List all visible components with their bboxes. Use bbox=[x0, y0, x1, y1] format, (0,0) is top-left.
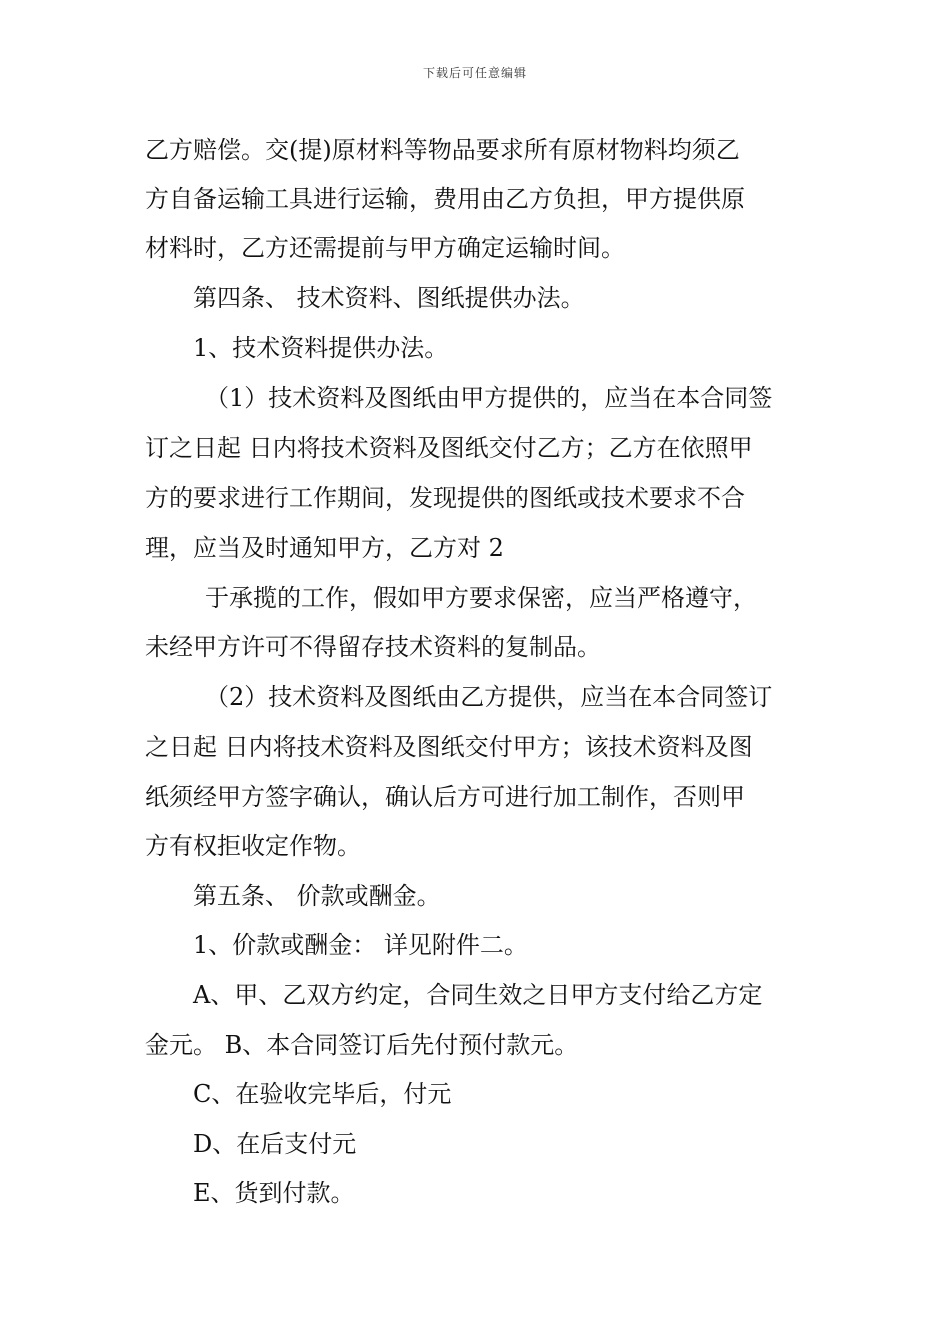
page-header: 下载后可任意编辑 bbox=[422, 66, 527, 80]
section-heading: 第五条、 价款或酬金。 bbox=[193, 882, 441, 910]
text-line: （2）技术资料及图纸由乙方提供，应当在本合同签订 bbox=[205, 683, 773, 711]
text-line: 乙方赔偿。交(提)原材料等物品要求所有原材物料均须乙 bbox=[145, 136, 740, 164]
text-line: A、甲、乙双方约定，合同生效之日甲方支付给乙方定 bbox=[193, 981, 763, 1009]
sub-heading: 1、技术资料提供办法。 bbox=[193, 334, 449, 362]
sub-heading: 1、价款或酬金： 详见附件二。 bbox=[193, 931, 528, 959]
text-line: 纸须经甲方签字确认，确认后方可进行加工制作，否则甲 bbox=[145, 783, 745, 811]
text-line: D、在后支付元 bbox=[193, 1130, 357, 1158]
text-line: 理，应当及时通知甲方，乙方对 2 bbox=[145, 534, 504, 562]
text-line: （1）技术资料及图纸由甲方提供的，应当在本合同签 bbox=[205, 384, 773, 412]
text-line: 于承揽的工作，假如甲方要求保密，应当严格遵守， bbox=[205, 584, 757, 612]
text-line: 方自备运输工具进行运输，费用由乙方负担，甲方提供原 bbox=[145, 185, 745, 213]
section-heading: 第四条、 技术资料、图纸提供办法。 bbox=[193, 284, 585, 312]
text-line: 方有权拒收定作物。 bbox=[145, 832, 361, 860]
text-line: 未经甲方许可不得留存技术资料的复制品。 bbox=[145, 633, 601, 661]
text-line: 方的要求进行工作期间，发现提供的图纸或技术要求不合 bbox=[145, 484, 745, 512]
text-line: 材料时，乙方还需提前与甲方确定运输时间。 bbox=[145, 234, 625, 262]
text-line: E、货到付款。 bbox=[193, 1179, 355, 1207]
text-line: 之日起 日内将技术资料及图纸交付甲方；该技术资料及图 bbox=[145, 733, 753, 761]
text-line: 订之日起 日内将技术资料及图纸交付乙方；乙方在依照甲 bbox=[145, 434, 753, 462]
text-line: C、在验收完毕后，付元 bbox=[193, 1080, 452, 1108]
text-line: 金元。 B、本合同签订后先付预付款元。 bbox=[145, 1031, 579, 1059]
